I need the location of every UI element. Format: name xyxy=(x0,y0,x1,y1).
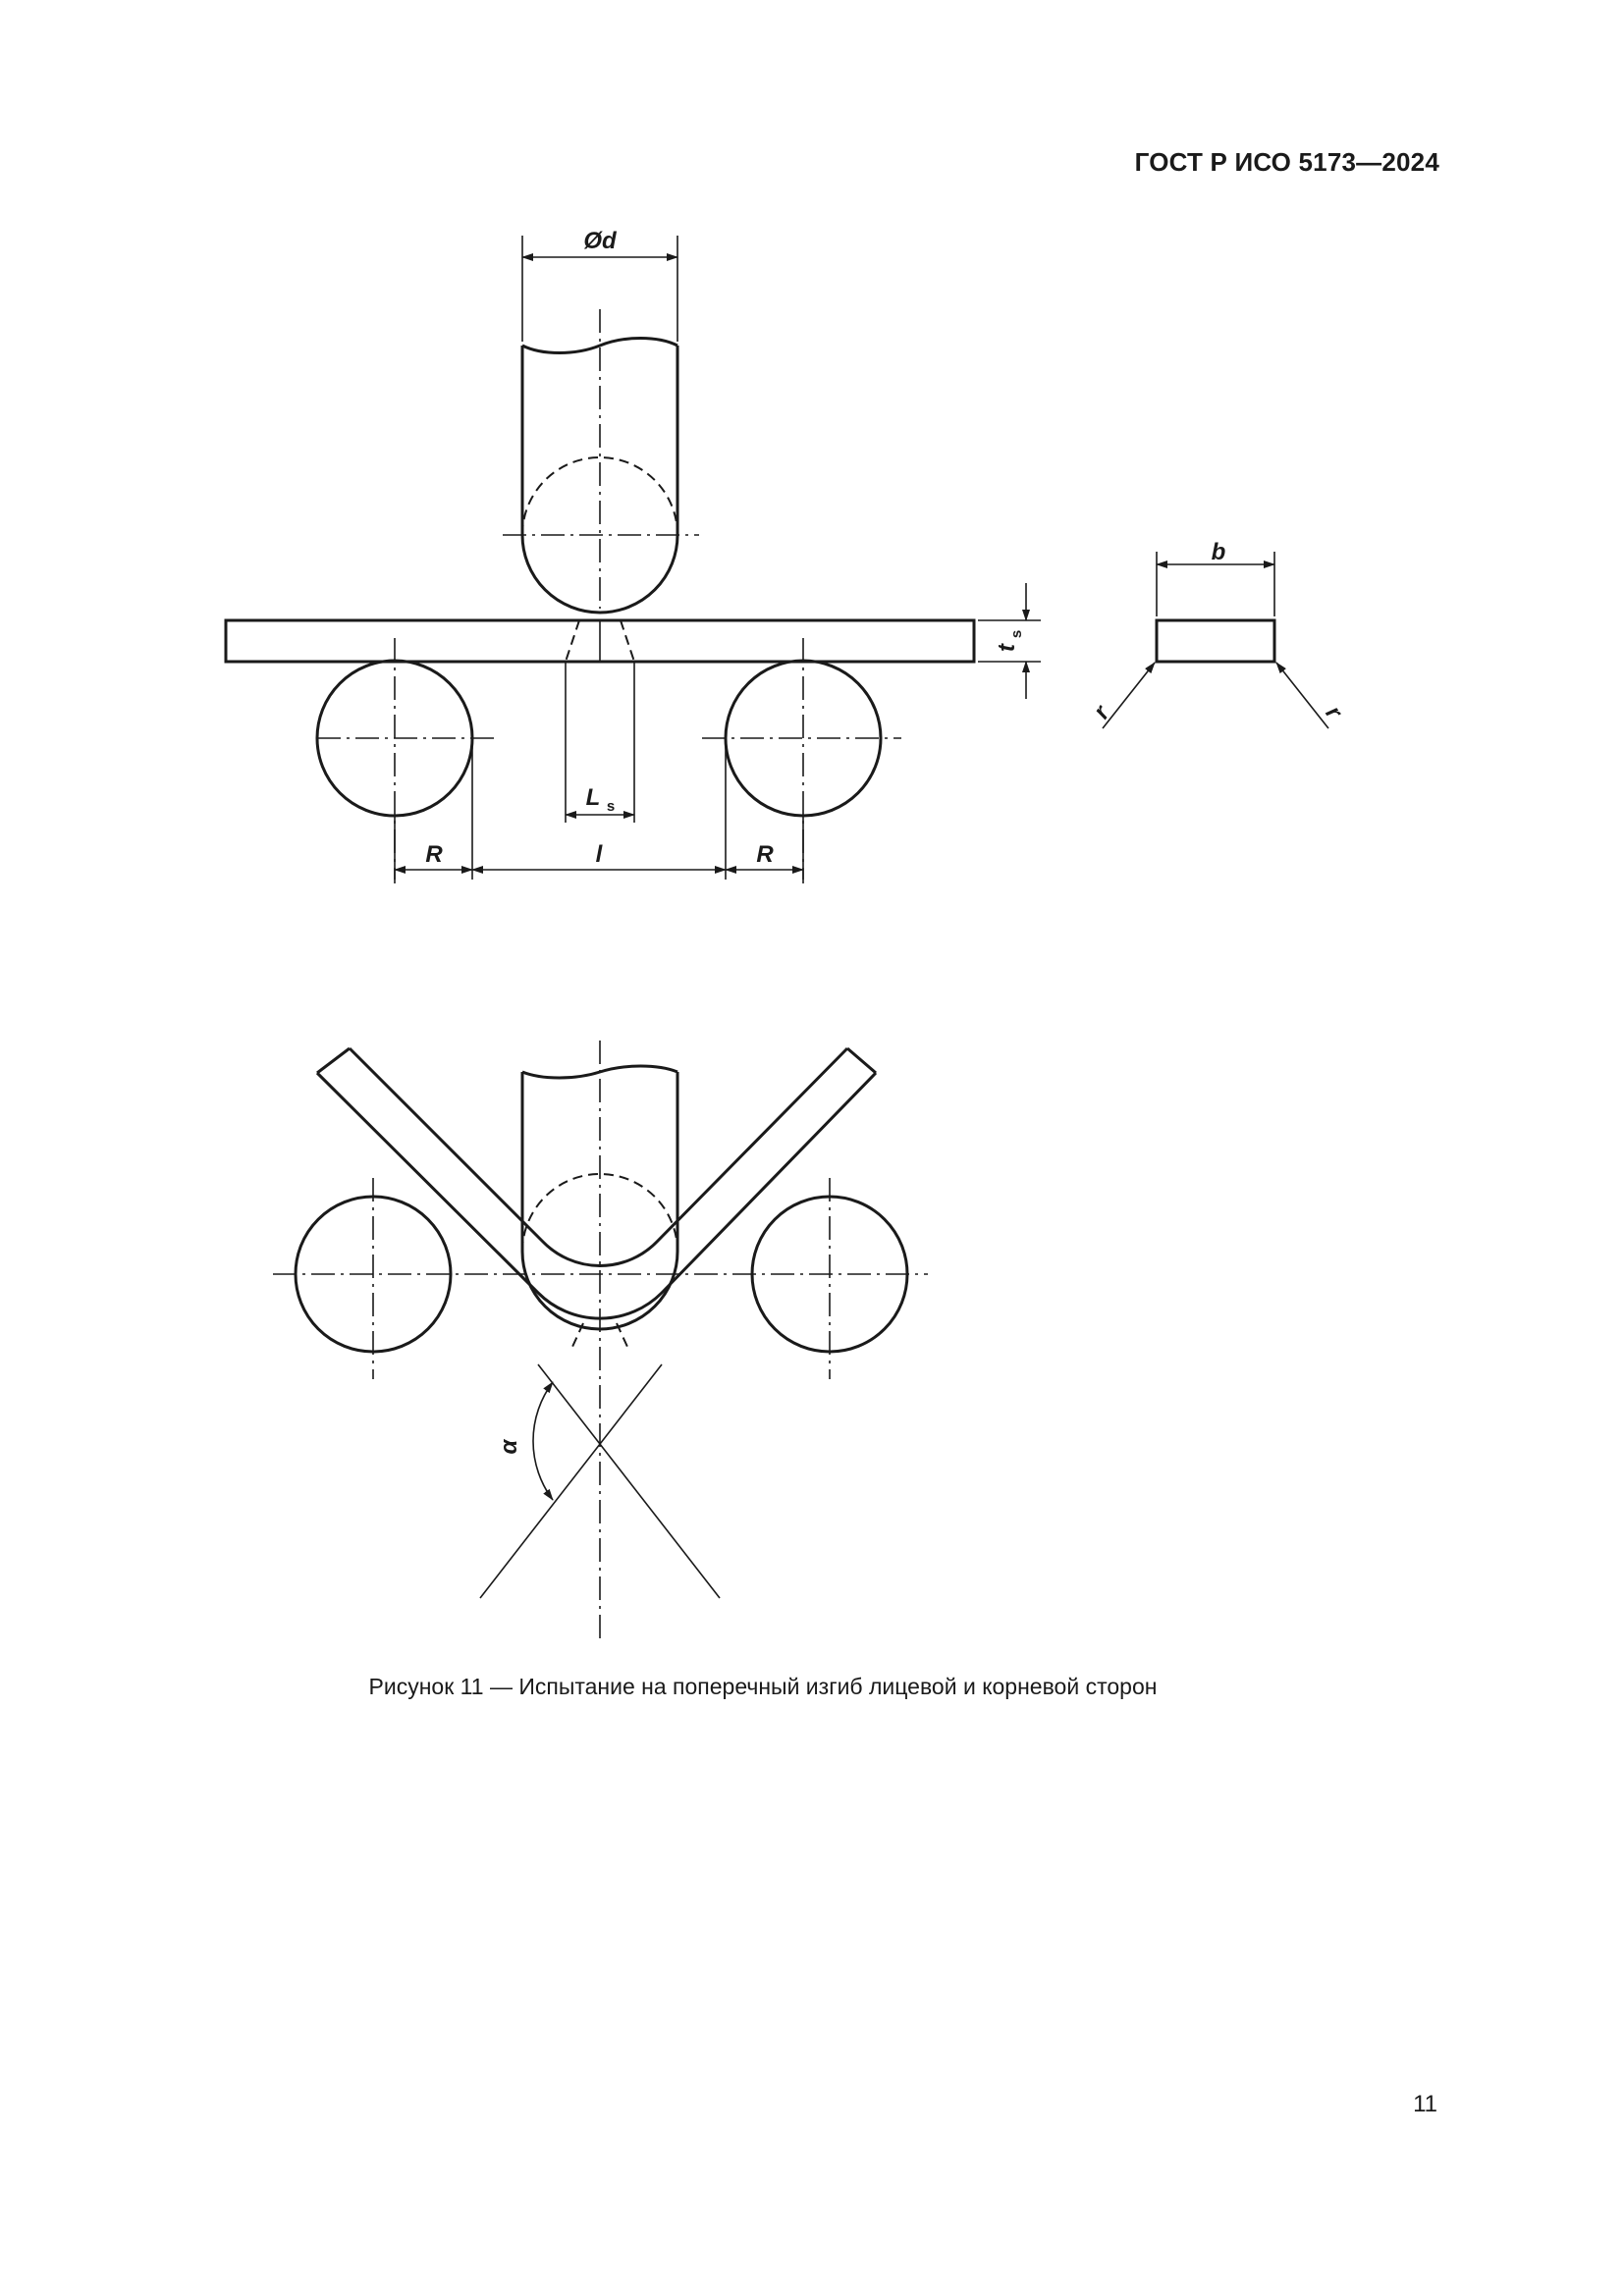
width-label: b xyxy=(1211,539,1226,565)
support-rollers-top xyxy=(317,638,901,883)
weld-width-dimension xyxy=(566,662,634,823)
edge-radius-label-right: r xyxy=(1320,701,1347,724)
weld-width-sub-label: s xyxy=(606,798,616,815)
weld-width-label: L xyxy=(585,784,601,811)
mandrel-diameter-label: Ød xyxy=(583,228,617,254)
edge-radius-label-left: r xyxy=(1088,701,1115,724)
bent-specimen xyxy=(317,1048,876,1347)
figure-caption: Рисунок 11 — Испытание на поперечный изгиб лицевой и корневой сторон xyxy=(368,1674,1158,1699)
page-number: 11 xyxy=(1413,2091,1437,2117)
span-label: l xyxy=(595,841,603,868)
roller-radius-label-right: R xyxy=(756,841,774,868)
plunger-bottom xyxy=(522,1041,677,1644)
roller-radius-label-left: R xyxy=(425,841,443,868)
specimen-section xyxy=(1088,539,1348,728)
thickness-label: t xyxy=(994,644,1020,652)
thickness-sub-label: s xyxy=(1008,629,1025,639)
specimen-flat xyxy=(226,620,974,662)
plunger-top xyxy=(503,309,699,613)
standard-header: ГОСТ Р ИСО 5173—2024 xyxy=(1134,147,1439,177)
angle-label: α xyxy=(496,1439,522,1455)
thickness-dimension xyxy=(978,583,1041,699)
